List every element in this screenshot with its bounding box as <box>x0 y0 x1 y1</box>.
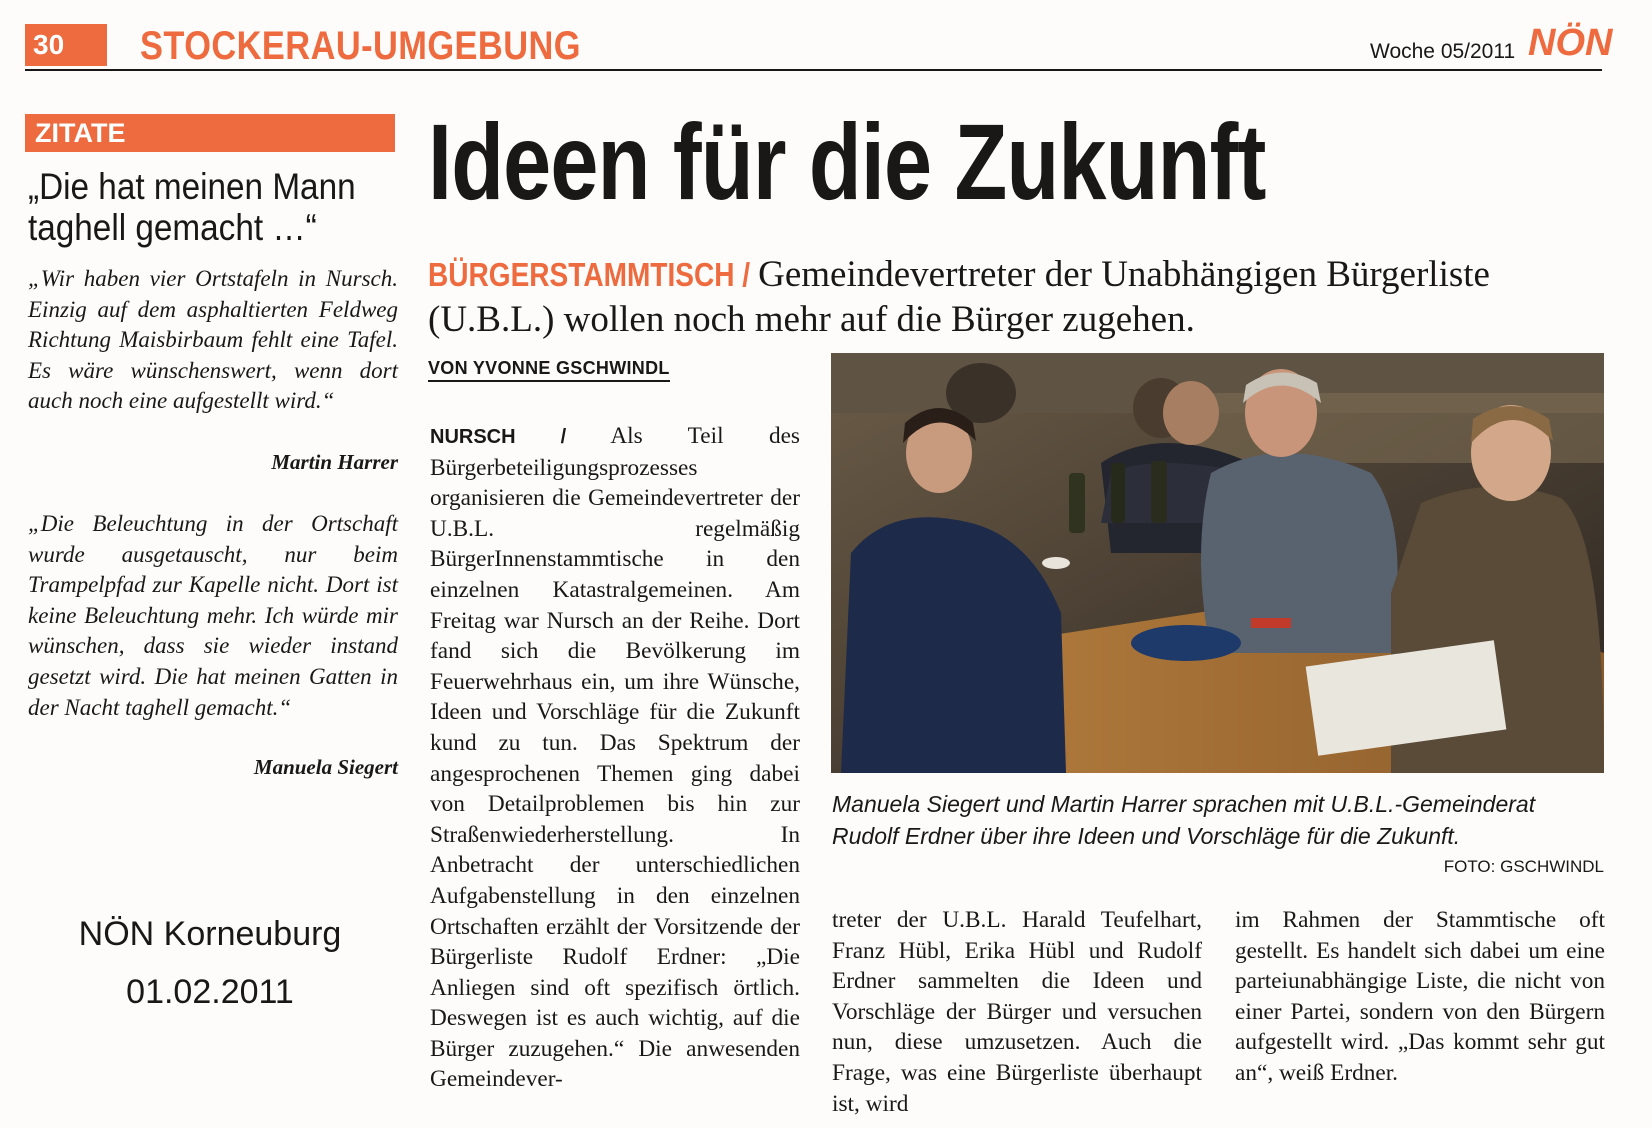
header-rule <box>25 69 1602 71</box>
section-title: STOCKERAU-UMGEBUNG <box>140 24 581 68</box>
article-title: Ideen für die Zukunft <box>428 101 1266 222</box>
source-annotation <box>25 905 395 1021</box>
source-date: 01.02.2011 <box>126 973 294 1011</box>
quotes-headline-line1: „Die hat meinen Mann <box>28 166 356 207</box>
article-byline: VON YVONNE GSCHWINDL <box>428 358 670 382</box>
photo-caption: Manuela Siegert und Martin Harrer sprachen mit U.B.L.-Gemeinderat Rudolf Erdner über ihre Ideen und Vorschläge für die Zukunft. <box>832 791 1536 849</box>
brand-logo: NÖN <box>1528 22 1613 64</box>
article-dateline: NURSCH / <box>430 426 567 448</box>
article-column-3: im Rahmen der Stammtische oft gestellt. Es handelt sich dabei um eine parteiunabhängige Liste, die nicht von einer Partei, sondern von den Bürgern aufgestellt wird. „Das kommt sehr gut an“, weiß Erdner. <box>1235 907 1605 1086</box>
photo-credit: FOTO: GSCHWINDL <box>1443 857 1604 876</box>
quote-text: „Die Beleuchtung in der Ortschaft wurde ausgetauscht, nur beim Trampelpfad zur Kapelle nicht. Dort ist keine Beleuchtung mehr. Ich würde mir wünschen, dass sie wieder instand gesetzt wird. Die hat meinen Gatten in der Nacht taghell gemacht.“ <box>28 511 398 720</box>
article-column-1-text: Als Teil des Bürgerbeteiligungsprozesses organisieren die Gemeindevertreter der U.B.L. regelmäßig BürgerInnenstammtische in den einzelnen Katastralgemeinen. Am Freitag war Nursch an der Reihe. Dort fand sich die Bevölkerung im Feuerwehrhaus ein, um ihre Wünsche, Ideen und Vorschläge für die Zukunft kund zu tun. Das Spektrum der angesprochenen Themen ging dabei von Detailproblemen bis hin zur Straßenwiederherstellung. In Anbetracht der unterschiedlichen Aufgabenstellung in den einzelnen Ortschaften erzählt der Vorsitzende der Bürgerliste Rudolf Erdner: „Die Anliegen sind oft spezifisch örtlich. Deswegen ist es auch wichtig, auf die Bürger zuzugehen.“ Die anwesenden Gemeindever- <box>430 423 800 1093</box>
issue-label: Woche 05/2011 <box>1370 40 1516 63</box>
article-subhead-text: Gemeindevertreter der Unabhängigen Bürgerliste (U.B.L.) wollen noch mehr auf die Bürger zugehen. <box>428 254 1490 340</box>
article-kicker: BÜRGERSTAMMTISCH / <box>428 256 751 293</box>
article-column-2: treter der U.B.L. Harald Teufelhart, Franz Hübl, Erika Hübl und Rudolf Erdner sammelten die Ideen und Vorschläge der Bürger und versuchen nun, diese umzusetzen. Auch die Frage, was eine Bürgerliste überhaupt ist, wird <box>832 907 1202 1117</box>
quotes-headline-line2: taghell gemacht …“ <box>28 207 317 248</box>
quote-author: Martin Harrer <box>271 450 398 474</box>
article-photo <box>831 353 1604 773</box>
article-column-1 <box>430 421 800 1095</box>
quotes-headline <box>28 166 361 248</box>
source-publication: NÖN Korneuburg <box>78 915 342 953</box>
quotes-label: ZITATE <box>25 114 395 152</box>
photo-illustration <box>831 353 1604 773</box>
quote-text: „Wir haben vier Ortstafeln in Nursch. Einzig auf dem asphaltierten Feldweg Richtung Maisbirbaum fehlt eine Tafel. Es wäre wünschenswert, wenn dort auch noch eine aufgestellt wird.“ <box>28 266 398 414</box>
page-number: 30 <box>25 24 107 66</box>
article-subhead <box>428 252 1608 342</box>
quote-author: Manuela Siegert <box>253 755 398 779</box>
